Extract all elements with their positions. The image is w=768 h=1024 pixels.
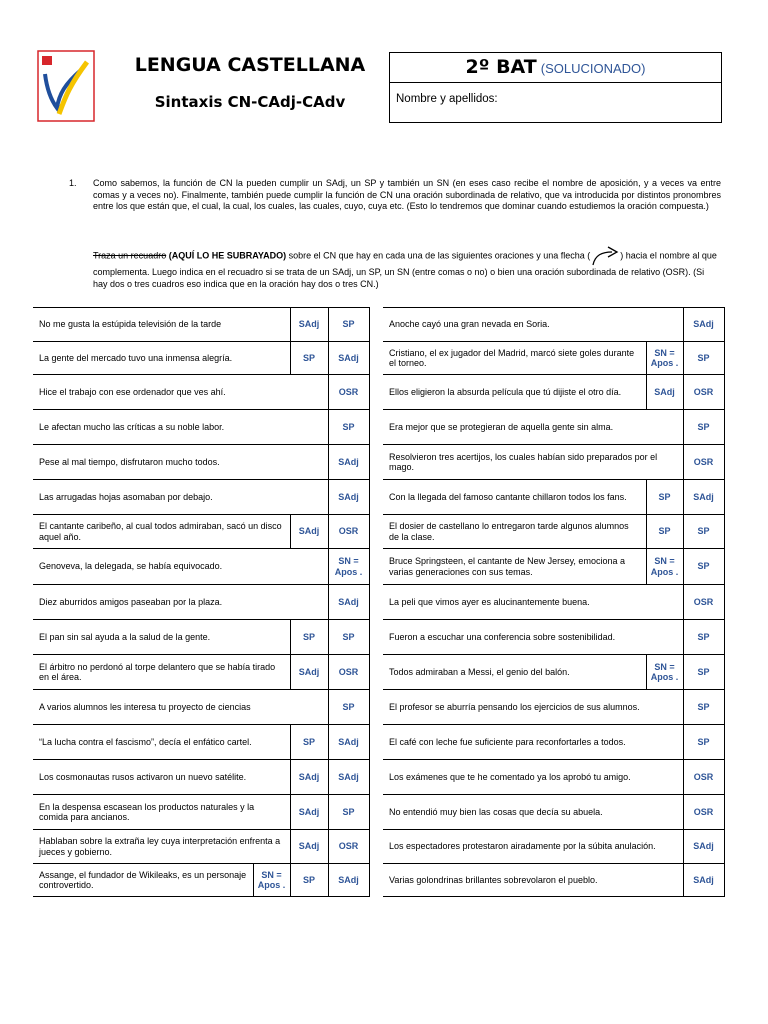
table-row: [383, 410, 724, 445]
grade-row: [390, 53, 721, 83]
answer-box[interactable]: SN = Apos .: [646, 549, 683, 585]
answer-box[interactable]: SP: [328, 410, 369, 445]
answer-box[interactable]: SP: [646, 515, 683, 549]
answer-box[interactable]: SAdj: [328, 725, 369, 760]
answer-box[interactable]: SP: [290, 620, 328, 655]
answer-box[interactable]: SP: [683, 620, 724, 655]
sentence-cell: Las arrugadas hojas asomaban por debajo.: [33, 480, 328, 515]
table-row: [33, 795, 369, 830]
curved-arrow-icon: [590, 245, 620, 267]
sentence-cell: Con la llegada del famoso cantante chillaron todos los fans.: [383, 480, 646, 515]
sentence-cell: Resolvieron tres acertijos, los cuales habían sido preparados por el mago.: [383, 445, 683, 480]
answer-box[interactable]: SP: [328, 620, 369, 655]
sentence-cell: Cristiano, el ex jugador del Madrid, marcó siete goles durante el torneo.: [383, 342, 646, 375]
answer-box[interactable]: SP: [328, 308, 369, 342]
table-row: [383, 830, 724, 864]
answer-box[interactable]: SAdj: [328, 760, 369, 795]
sentence-cell: No entendió muy bien las cosas que decía su abuela.: [383, 795, 683, 830]
answer-box[interactable]: SP: [683, 549, 724, 585]
answer-box[interactable]: SN = Apos .: [328, 549, 369, 585]
answer-box[interactable]: SP: [646, 480, 683, 515]
answer-box[interactable]: SAdj: [683, 864, 724, 897]
sentence-cell: El cantante caribeño, al cual todos admiraban, sacó un disco aquel año.: [33, 515, 290, 549]
sentence-cell: Diez aburridos amigos paseaban por la plaza.: [33, 585, 328, 620]
answer-box[interactable]: SAdj: [290, 308, 328, 342]
answer-box[interactable]: SAdj: [683, 480, 724, 515]
answer-box[interactable]: SAdj: [290, 760, 328, 795]
table-row: [33, 445, 369, 480]
sentence-cell: Varias golondrinas brillantes sobrevolaron el pueblo.: [383, 864, 683, 897]
answer-box[interactable]: OSR: [683, 445, 724, 480]
sentence-cell: Anoche cayó una gran nevada en Soria.: [383, 308, 683, 342]
table-row: [33, 480, 369, 515]
sentence-cell: La peli que vimos ayer es alucinantemente buena.: [383, 585, 683, 620]
table-row: [33, 655, 369, 690]
sentence-cell: No me gusta la estúpida televisión de la tarde: [33, 308, 290, 342]
table-row: [383, 795, 724, 830]
answer-box[interactable]: SAdj: [290, 655, 328, 690]
answer-box[interactable]: SAdj: [328, 445, 369, 480]
table-row: [383, 445, 724, 480]
answer-box[interactable]: SAdj: [328, 585, 369, 620]
table-row: [33, 725, 369, 760]
exercise-number: 1.: [69, 178, 77, 188]
answer-box[interactable]: SN = Apos .: [646, 655, 683, 690]
sentence-cell: Todos admiraban a Messi, el genio del balón.: [383, 655, 646, 690]
sentence-cell: El pan sin sal ayuda a la salud de la gente.: [33, 620, 290, 655]
table-row: [33, 375, 369, 410]
sentence-cell: El café con leche fue suficiente para reconfortarles a todos.: [383, 725, 683, 760]
answer-box[interactable]: OSR: [683, 375, 724, 410]
answer-box[interactable]: SAdj: [290, 795, 328, 830]
sentence-cell: Genoveva, la delegada, se había equivocado.: [33, 549, 328, 585]
answer-box[interactable]: SAdj: [328, 480, 369, 515]
sentence-cell: En la despensa escasean los productos naturales y la comida para ancianos.: [33, 795, 290, 830]
table-row: [33, 308, 369, 342]
table-row: [383, 342, 724, 375]
sentence-cell: La gente del mercado tuvo una inmensa alegría.: [33, 342, 290, 375]
instr-b: ) hacia el nombre al que complementa. Luego indica en el recuadro si se trata de un SAdj, un SP, un SN (entre comas o no) o bien una oración subordinada de relativo (OSR). (Si hay dos o tres cuadros eso indica que en la oración hay dos o tres CN.): [93, 250, 717, 289]
answer-box[interactable]: SAdj: [328, 342, 369, 375]
answer-box[interactable]: OSR: [683, 795, 724, 830]
sentence-cell: A varios alumnos les interesa tu proyecto de ciencias: [33, 690, 328, 725]
right-exercise-table: [383, 307, 725, 897]
table-row: [33, 410, 369, 445]
answer-box[interactable]: SP: [683, 342, 724, 375]
exercise-instructions: [93, 245, 721, 290]
table-row: [33, 549, 369, 585]
answer-box[interactable]: SN = Apos .: [646, 342, 683, 375]
instr-strike: Traza un recuadro: [93, 250, 167, 261]
instr-bold: (AQUÍ LO HE SUBRAYADO): [168, 250, 287, 261]
table-row: [383, 585, 724, 620]
sentence-cell: Los exámenes que te he comentado ya los aprobó tu amigo.: [383, 760, 683, 795]
table-row: [383, 375, 724, 410]
answer-box[interactable]: SAdj: [290, 515, 328, 549]
instr-a: sobre el CN que hay en cada una de las siguientes oraciones y una flecha (: [286, 250, 591, 261]
name-field[interactable]: [390, 83, 721, 105]
table-row: [383, 308, 724, 342]
grade-label: 2º BAT: [465, 56, 537, 78]
answer-box[interactable]: SP: [290, 864, 328, 897]
table-row: [383, 480, 724, 515]
sentence-cell: Assange, el fundador de Wikileaks, es un personaje controvertido.: [33, 864, 253, 897]
answer-box[interactable]: SP: [683, 515, 724, 549]
table-row: [383, 690, 724, 725]
table-row: [33, 760, 369, 795]
answer-box[interactable]: OSR: [328, 655, 369, 690]
table-row: [383, 620, 724, 655]
page-title: LENGUA CASTELLANA: [134, 54, 366, 76]
table-row: [383, 549, 724, 585]
answer-box[interactable]: SAdj: [646, 375, 683, 410]
sentence-cell: Hablaban sobre la extraña ley cuya interpretación enfrenta a jueces y gobierno.: [33, 830, 290, 864]
answer-box[interactable]: SAdj: [683, 308, 724, 342]
sentence-cell: Bruce Springsteen, el cantante de New Jersey, emociona a varias generaciones con sus temas.: [383, 549, 646, 585]
answer-box[interactable]: OSR: [328, 830, 369, 864]
sentence-cell: El árbitro no perdonó al torpe delantero que se había tirado en el área.: [33, 655, 290, 690]
sentence-cell: Los espectadores protestaron airadamente por la súbita anulación.: [383, 830, 683, 864]
answer-box[interactable]: OSR: [683, 585, 724, 620]
answer-box[interactable]: OSR: [328, 515, 369, 549]
answer-box[interactable]: SAdj: [290, 830, 328, 864]
table-row: [383, 655, 724, 690]
answer-box[interactable]: SP: [683, 725, 724, 760]
left-exercise-table: [33, 307, 370, 897]
table-row: [33, 864, 369, 897]
table-row: [383, 515, 724, 549]
answer-box[interactable]: OSR: [328, 375, 369, 410]
table-row: [33, 620, 369, 655]
sentence-cell: Pese al mal tiempo, disfrutaron mucho todos.: [33, 445, 328, 480]
answer-box[interactable]: SP: [290, 725, 328, 760]
answer-box[interactable]: SP: [290, 342, 328, 375]
sentence-cell: “La lucha contra el fascismo”, decía el enfático cartel.: [33, 725, 290, 760]
sentence-cell: Era mejor que se protegieran de aquella gente sin alma.: [383, 410, 683, 445]
answer-box[interactable]: SN = Apos .: [253, 864, 290, 897]
table-row: [33, 690, 369, 725]
table-row: [383, 725, 724, 760]
table-row: [383, 864, 724, 897]
table-row: [33, 515, 369, 549]
header-box: [389, 52, 722, 123]
school-logo: [37, 50, 95, 122]
answer-box[interactable]: OSR: [683, 760, 724, 795]
answer-box[interactable]: SP: [683, 690, 724, 725]
name-label: Nombre y apellidos:: [396, 93, 498, 105]
sentence-cell: Hice el trabajo con ese ordenador que ves ahí.: [33, 375, 328, 410]
sentence-cell: El dosier de castellano lo entregaron tarde algunos alumnos de la clase.: [383, 515, 646, 549]
page-subtitle: Sintaxis CN-CAdj-CAdv: [154, 93, 346, 111]
table-row: [33, 585, 369, 620]
answer-box[interactable]: SP: [328, 795, 369, 830]
sentence-cell: Fueron a escuchar una conferencia sobre sostenibilidad.: [383, 620, 683, 655]
table-row: [383, 760, 724, 795]
answer-box[interactable]: SAdj: [328, 864, 369, 897]
answer-box[interactable]: SP: [683, 410, 724, 445]
sentence-cell: El profesor se aburría pensando los ejercicios de sus alumnos.: [383, 690, 683, 725]
sentence-cell: Los cosmonautas rusos activaron un nuevo satélite.: [33, 760, 290, 795]
solved-label: (SOLUCIONADO): [540, 61, 646, 76]
exercise-paragraph: Como sabemos, la función de CN la pueden cumplir un SAdj, un SP y también un SN (en eses caso recibe el nombre de aposición, y a veces va entre comas y a veces no). Finalmente, también puede cumplir la función de CN una oración subordinada de relativo, que va introducida por distintos pronombres entre los que están que, el cual, la cual, los cuales, las cuales, cuyo, cuya etc. (Esto lo tendremos que dominar cuando estudiemos la oración compuesta.): [93, 178, 721, 212]
answer-box[interactable]: SP: [683, 655, 724, 690]
answer-box[interactable]: SP: [328, 690, 369, 725]
sentence-cell: Ellos eligieron la absurda película que tú dijiste el otro día.: [383, 375, 646, 410]
sentence-cell: Le afectan mucho las críticas a su noble labor.: [33, 410, 328, 445]
table-row: [33, 342, 369, 375]
table-row: [33, 830, 369, 864]
answer-box[interactable]: SAdj: [683, 830, 724, 864]
